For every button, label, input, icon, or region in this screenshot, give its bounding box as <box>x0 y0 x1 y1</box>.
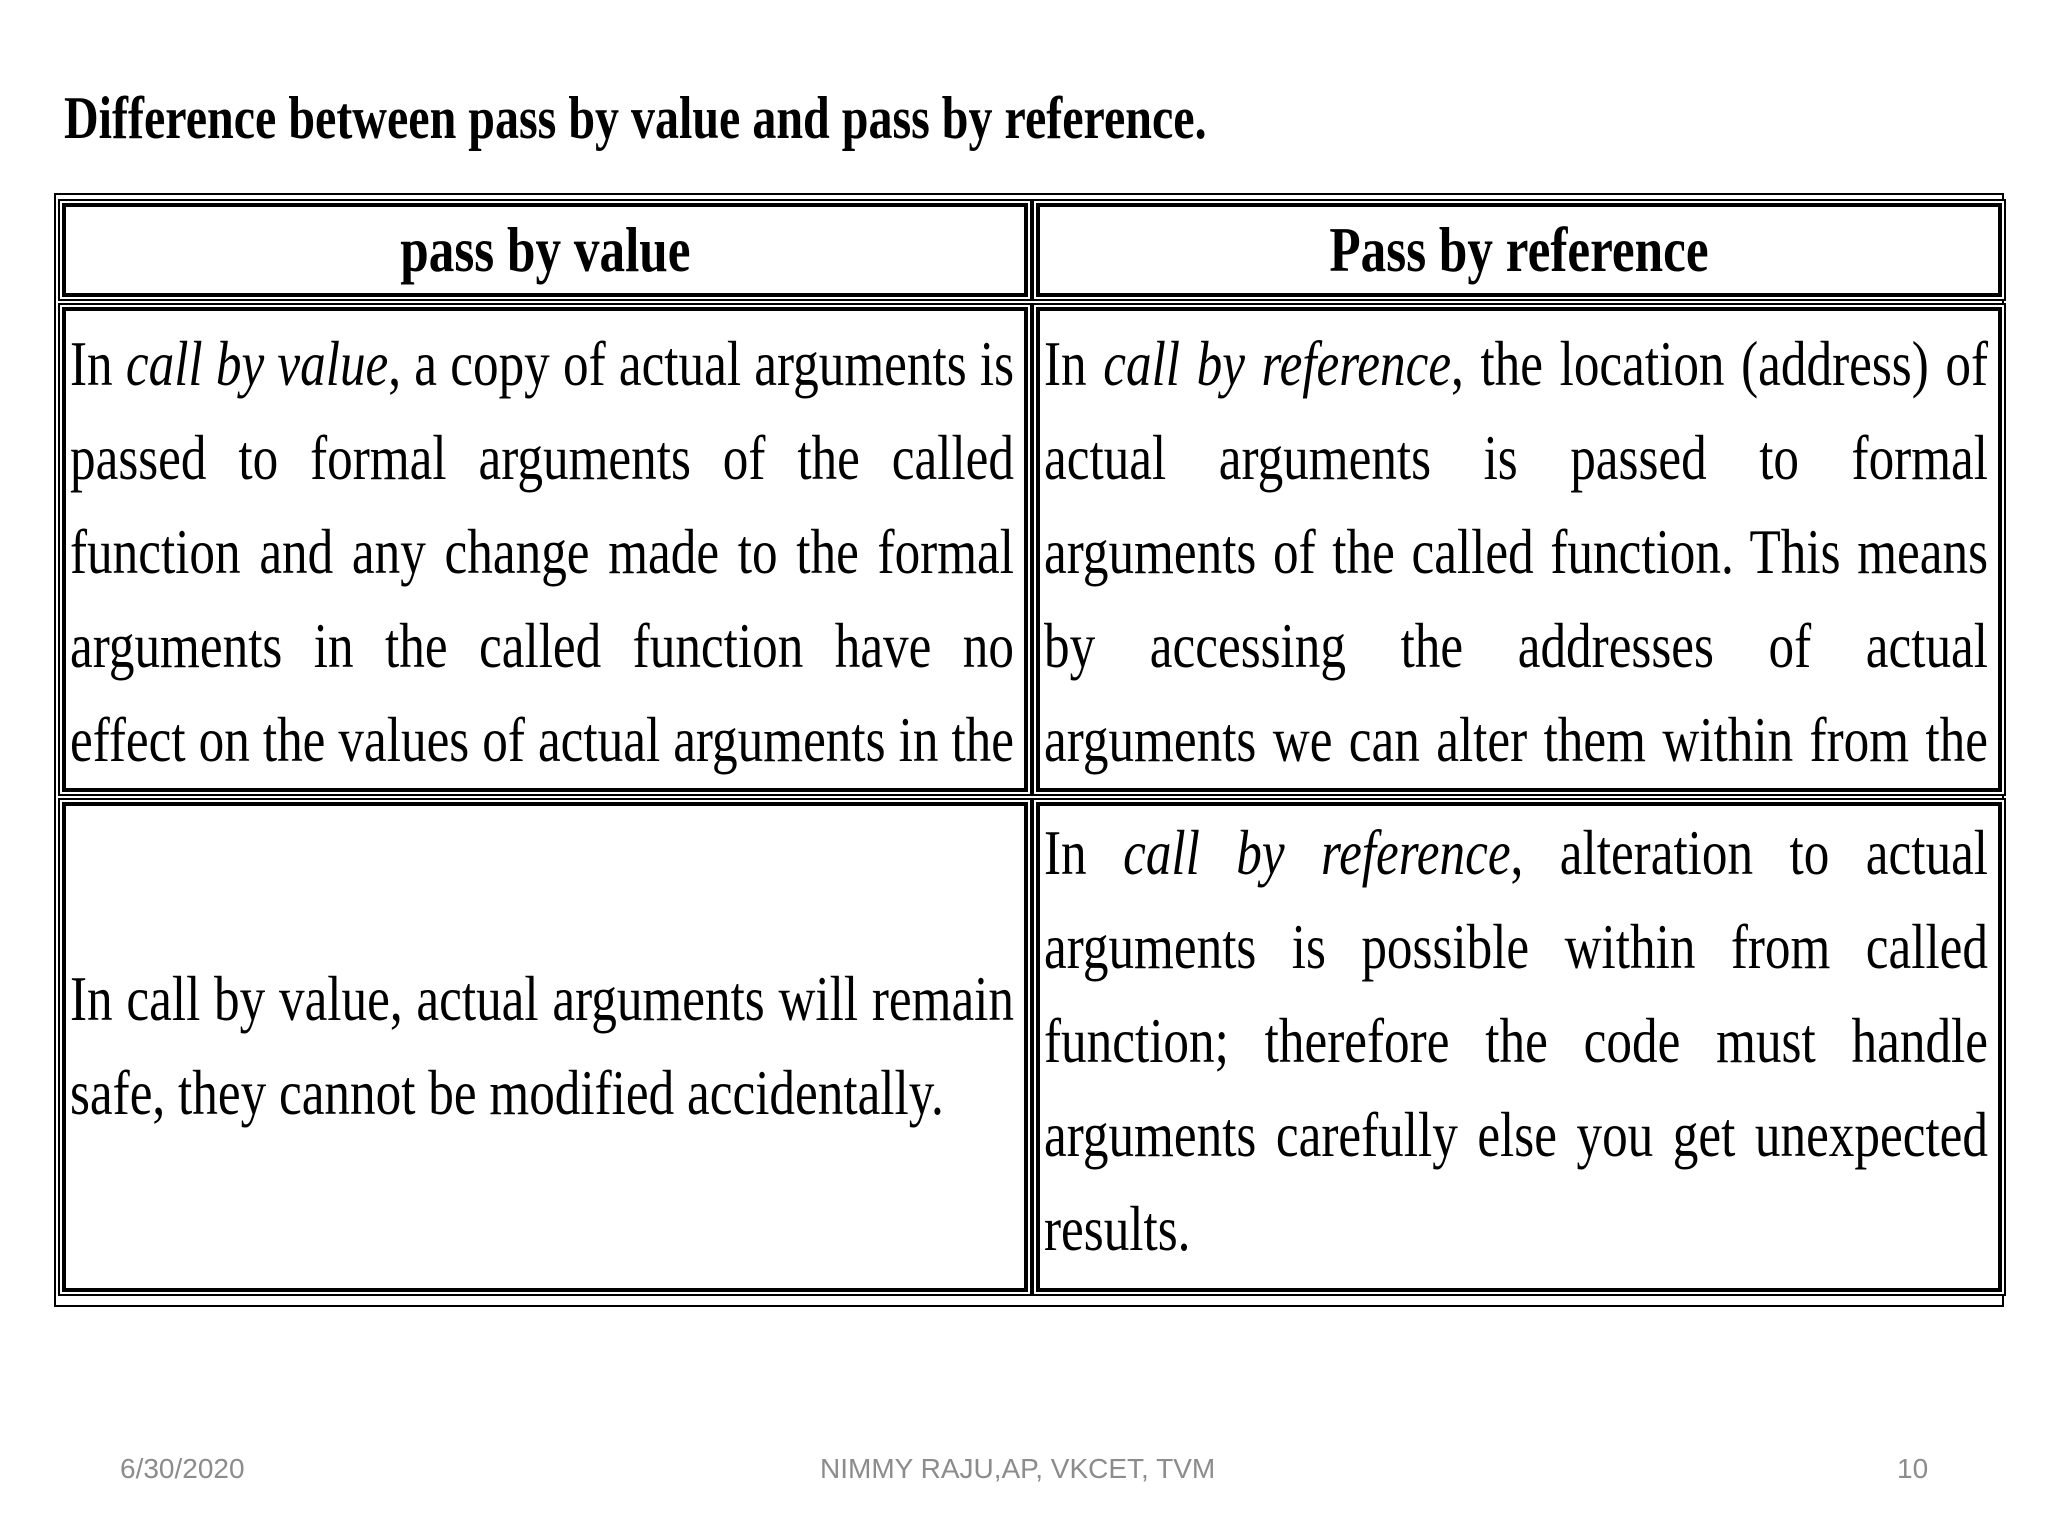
row2-pass-by-value-cell <box>62 802 1028 1292</box>
row1-pass-by-value-text <box>70 317 1014 792</box>
header-pass-by-reference-label: Pass by reference <box>1329 214 1709 285</box>
comparison-table <box>54 193 2004 1307</box>
row1-left-italic-term: call by value <box>125 328 389 399</box>
row1-pass-by-reference-text <box>1044 317 1988 792</box>
row1-pass-by-value-cell <box>62 307 1028 792</box>
row1-right-prefix: In <box>1044 328 1104 399</box>
row1-left-prefix: In <box>70 328 126 399</box>
footer-author: NIMMY RAJU,AP, VKCET, TVM <box>820 1453 1216 1484</box>
row2-pass-by-value-text: In call by value, actual arguments will remain safe, they cannot be modified accidentally. <box>70 963 1014 1128</box>
row1-right-rest: , the location (address) of actual arguments is passed to formal arguments of the called function. This means by accessing the addresses of actual arguments we can alter them within from the <box>1044 328 1989 775</box>
row2-right-italic-term: call by reference <box>1123 817 1511 888</box>
row1-right-italic-term: call by reference <box>1103 328 1452 399</box>
header-pass-by-reference <box>1036 203 2002 297</box>
row1-pass-by-reference-cell <box>1036 307 2002 792</box>
header-pass-by-value-label: pass by value <box>399 214 691 285</box>
header-pass-by-value <box>62 203 1028 297</box>
footer-date: 6/30/2020 <box>120 1453 245 1484</box>
row2-right-rest: , alteration to actual arguments is possible within from called function; therefore the code must handle arguments carefully else you get unexpected results. <box>1044 817 1989 1264</box>
footer-page-number: 10 <box>1897 1453 1929 1484</box>
row2-pass-by-reference-text <box>1044 806 1988 1276</box>
slide-title: Difference between pass by value and pass by reference. <box>64 85 1207 151</box>
row2-pass-by-reference-cell <box>1036 802 2002 1292</box>
row1-left-rest: , a copy of actual arguments is passed to formal arguments of the called function and any change made to the formal arguments in the called function have no effect on the values of actual arguments in the <box>70 328 1015 775</box>
row2-right-prefix: In <box>1044 817 1124 888</box>
